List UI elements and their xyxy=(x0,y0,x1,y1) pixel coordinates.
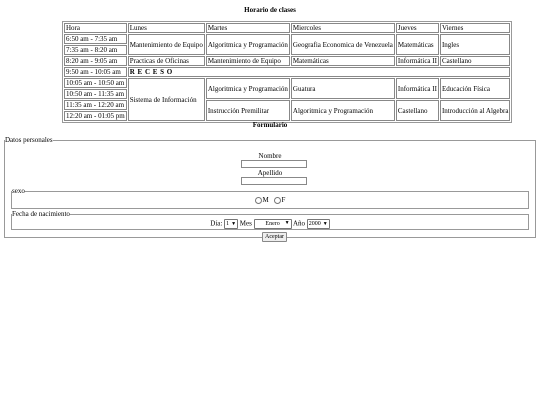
class-cell: Ingles xyxy=(440,34,510,55)
class-cell: Practicas de Oficinas xyxy=(128,56,205,66)
anio-label: Año xyxy=(292,219,306,228)
receso-cell: R E C E S O xyxy=(128,67,511,77)
sexo-m-radio[interactable] xyxy=(255,197,262,204)
sexo-f-label: F xyxy=(281,196,286,204)
mes-value: Enero xyxy=(265,221,280,227)
class-cell: Algoritmica y Programación xyxy=(291,100,395,121)
class-cell: Informática II xyxy=(397,57,437,65)
dia-select[interactable] xyxy=(224,219,238,229)
header-martes: Martes xyxy=(206,23,290,33)
class-cell: Matemáticas xyxy=(291,56,395,66)
class-cell: Castellano xyxy=(396,100,439,121)
aceptar-button[interactable]: Aceptar xyxy=(262,232,287,242)
header-jueves: Jueves xyxy=(396,23,439,33)
fecha-row xyxy=(12,219,528,229)
schedule-table xyxy=(62,21,512,123)
datos-personales-fieldset xyxy=(4,136,536,238)
fecha-fieldset xyxy=(11,210,529,230)
nombre-input[interactable] xyxy=(241,160,307,168)
class-cell: Castellano xyxy=(440,56,510,66)
hour-cell: 11:35 am - 12:20 am xyxy=(64,100,127,110)
dia-value: 1 xyxy=(226,221,230,227)
chevron-down-icon: ▼ xyxy=(322,222,328,227)
sexo-m-label: M xyxy=(262,196,269,204)
class-cell: Geografia Economica de Venezuela xyxy=(291,34,395,55)
sexo-options xyxy=(12,196,528,204)
class-cell: Informática II xyxy=(396,78,439,99)
schedule-title: Horario de clases xyxy=(244,6,296,14)
anio-value: 2000 xyxy=(308,221,321,227)
sexo-fieldset xyxy=(11,187,529,209)
sexo-f-radio[interactable] xyxy=(274,197,281,204)
table-row xyxy=(64,56,510,66)
hour-cell: 6:50 am - 7:35 am xyxy=(64,34,127,44)
apellido-label: Apellido xyxy=(257,169,283,177)
sexo-legend: sexo xyxy=(12,187,25,195)
mes-label: Mes xyxy=(239,219,252,228)
class-cell: Sistema de Información xyxy=(128,78,205,121)
form-title: Formulario xyxy=(252,121,288,129)
mes-select[interactable] xyxy=(254,219,292,229)
class-cell: Guatura xyxy=(291,78,395,99)
class-cell: Instrucción Premilitar xyxy=(206,100,290,121)
hour-cell: 12:20 am - 01:05 pm xyxy=(66,112,125,120)
class-cell: Mantenimiento de Equipo xyxy=(128,34,205,55)
anio-select[interactable] xyxy=(307,219,330,229)
chevron-down-icon: ▼ xyxy=(231,222,237,227)
datos-personales-legend: Datos personales xyxy=(5,136,53,144)
table-header-row xyxy=(64,23,510,33)
class-cell: Matemáticas xyxy=(396,34,439,55)
hour-cell: 10:50 am - 11:35 am xyxy=(64,89,127,99)
table-row xyxy=(64,78,510,88)
header-hora: Hora xyxy=(64,23,127,33)
table-row xyxy=(64,67,510,77)
header-lunes: Lunes xyxy=(128,23,205,33)
hour-cell: 10:05 am - 10:50 am xyxy=(64,78,127,88)
table-row xyxy=(64,34,510,44)
hour-cell: 8:20 am - 9:05 am xyxy=(64,56,127,66)
header-miercoles: Miercoles xyxy=(291,23,395,33)
class-cell: Algoritmica y Programación xyxy=(206,34,290,55)
hour-cell: 9:50 am - 10:05 am xyxy=(64,67,127,77)
class-cell: Algoritmica y Programación xyxy=(206,78,290,99)
class-cell: Educación Física xyxy=(440,78,510,99)
apellido-input[interactable] xyxy=(241,177,307,185)
header-viernes: Viernes xyxy=(440,23,510,33)
dia-label: Día: xyxy=(210,219,223,228)
nombre-label: Nombre xyxy=(258,152,282,160)
chevron-down-icon: ▼ xyxy=(284,221,290,226)
hour-cell: 7:35 am - 8:20 am xyxy=(64,45,127,55)
class-cell: Mantenimiento de Equipo xyxy=(206,56,290,66)
class-cell: Introducción al Algebra xyxy=(440,100,510,121)
fecha-legend: Fecha de nacimiento xyxy=(12,210,70,218)
